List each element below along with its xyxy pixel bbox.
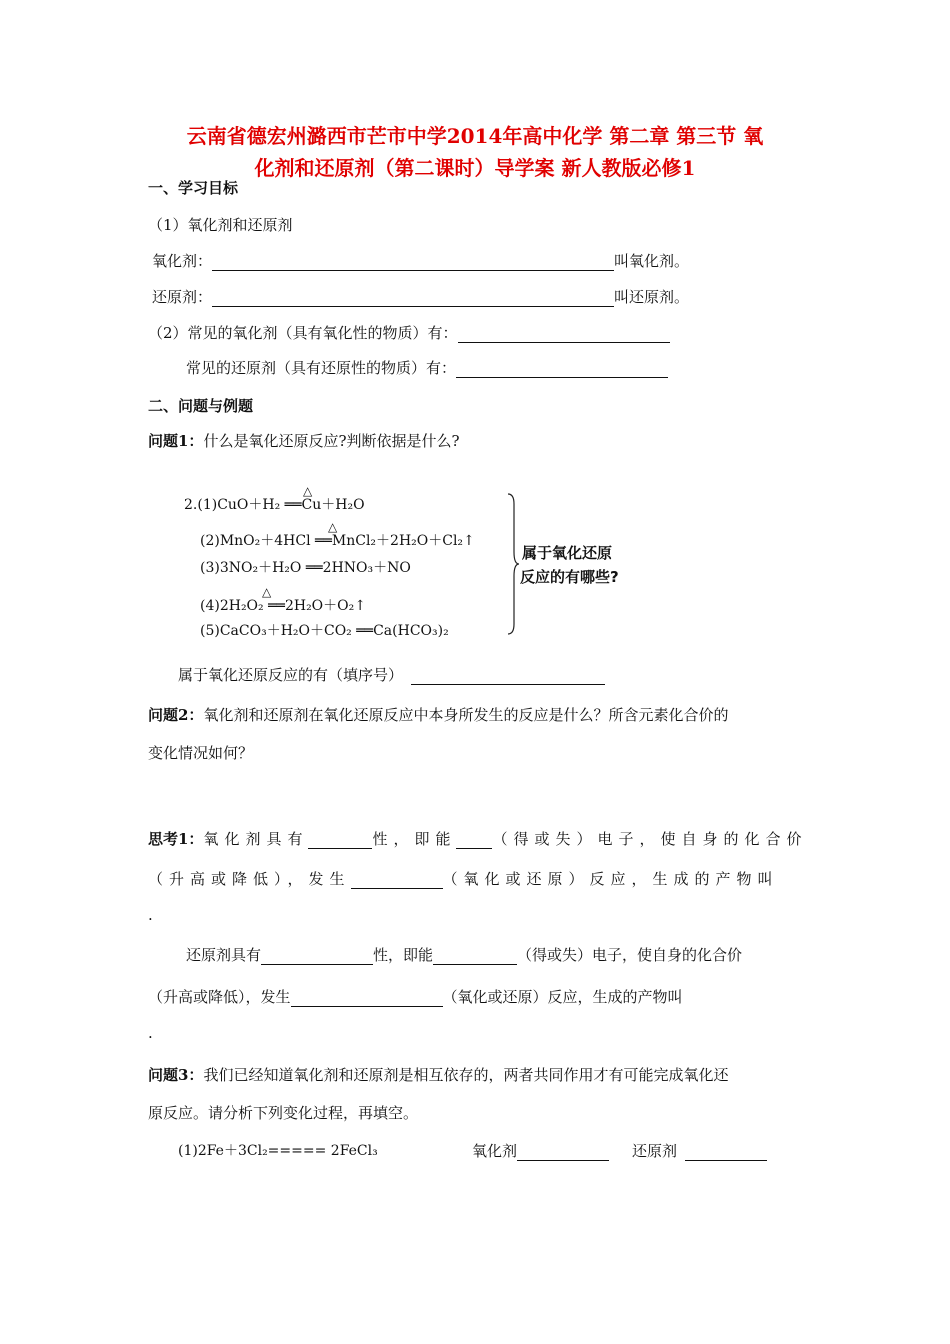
think1-dot: . [148, 906, 153, 924]
heat-sign-1: △ [303, 484, 313, 498]
equation-4: (4)2H₂O₂ ══2H₂O＋O₂↑ [200, 598, 366, 614]
think1-blank6[interactable] [291, 988, 443, 1007]
think1-label: 思考1： [148, 830, 204, 848]
oxidant-blank[interactable] [212, 252, 614, 271]
page-title-line1: 云南省德宏州潞西市芒市中学2014年高中化学 第二章 第三节 氧 [186, 124, 764, 148]
reductant-label: 还原剂： [152, 288, 213, 306]
question3-text2: 原反应。请分析下列变化过程，再填空。 [148, 1104, 419, 1122]
think1-b1: 还原剂具有 [186, 946, 262, 964]
equation-2: (2)MnO₂＋4HCl ══MnCl₂＋2H₂O＋Cl₂↑ [200, 533, 475, 549]
think1-blank5[interactable] [433, 946, 517, 965]
question2-text2: 变化情况如何？ [148, 744, 254, 762]
question1-text: 什么是氧化还原反应?判断依据是什么? [203, 432, 460, 450]
oxidant-row [152, 250, 689, 271]
question3-line1 [148, 1064, 728, 1085]
think1-a1: 氧化剂具有 [203, 830, 309, 848]
think1-a2: 性，即能 [372, 830, 457, 848]
think1-b2: 性，即能 [373, 946, 434, 964]
fill-q1-blank[interactable] [411, 666, 605, 685]
example1-oxidant-blank[interactable] [517, 1142, 609, 1161]
equation-1: 2.(1)CuO＋H₂ ══Cu＋H₂O [184, 497, 365, 513]
common-reductants-row [186, 357, 668, 378]
question1 [148, 430, 460, 451]
question3-label: 问题3： [148, 1066, 204, 1084]
example1-oxidant [472, 1140, 609, 1161]
fill-q1-row [178, 664, 605, 685]
equation-3: (3)3NO₂＋H₂O ══2HNO₃＋NO [200, 560, 411, 576]
think1-b5: （氧化或还原）反应，生成的产物叫 [442, 988, 683, 1006]
think1-a5: （氧化或还原）反应，生成的产物叫 [442, 870, 779, 888]
question2-label: 问题2： [148, 706, 204, 724]
right-brace [506, 492, 520, 636]
think1-b3: （得或失）电子，使自身的化合价 [517, 946, 743, 964]
question3-text1: 我们已经知道氧化剂和还原剂是相互依存的，两者共同作用才有可能完成氧化还 [203, 1066, 729, 1084]
think1-line3 [186, 944, 742, 965]
think1-line2 [148, 868, 779, 889]
think1-a4: （升高或降低），发生 [148, 870, 351, 888]
reductant-row [152, 286, 689, 307]
page-title-line2: 化剂和还原剂（第二课时）导学案 新人教版必修1 [254, 156, 696, 180]
think1-blank1[interactable] [308, 830, 372, 849]
think1-line1 [148, 828, 807, 849]
example1-equation: (1)2Fe＋3Cl₂===== 2FeCl₃ [178, 1143, 378, 1159]
common-oxidants-blank[interactable] [458, 324, 670, 343]
common-oxidants-label: （2）常见的氧化剂（具有氧化性的物质）有： [148, 324, 458, 342]
example1-oxidant-label: 氧化剂 [472, 1142, 518, 1160]
heat-sign-2: △ [328, 520, 338, 534]
think1-a3: （得或失）电子，使自身的化合价 [492, 830, 808, 848]
oxidant-suffix: 叫氧化剂。 [614, 252, 690, 270]
think1-blank3[interactable] [351, 870, 443, 889]
reductant-blank[interactable] [212, 288, 614, 307]
heat-sign-4: △ [262, 585, 272, 599]
section2-heading: 二、问题与例题 [148, 397, 254, 415]
question2-text1: 氧化剂和还原剂在氧化还原反应中本身所发生的反应是什么？所含元素化合价的 [203, 706, 729, 724]
reductant-suffix: 叫还原剂。 [614, 288, 690, 306]
brace-note-line2: 反应的有哪些? [520, 568, 619, 586]
question1-label: 问题1： [148, 432, 204, 450]
common-reductants-blank[interactable] [456, 359, 668, 378]
oxidant-label: 氧化剂： [152, 252, 213, 270]
question2-line1 [148, 704, 728, 725]
objective-item1: （1）氧化剂和还原剂 [148, 216, 293, 234]
fill-q1-label: 属于氧化还原反应的有（填序号） [178, 666, 404, 684]
section1-heading: 一、学习目标 [148, 179, 239, 197]
equation-5: (5)CaCO₃＋H₂O＋CO₂ ══Ca(HCO₃)₂ [200, 623, 449, 639]
think1-dot2: . [148, 1024, 153, 1042]
example1-reductant-blank[interactable] [685, 1142, 767, 1161]
think1-blank4[interactable] [261, 946, 373, 965]
brace-note-line1: 属于氧化还原 [522, 544, 613, 562]
think1-blank2[interactable] [456, 830, 492, 849]
think1-b4: （升高或降低），发生 [148, 988, 291, 1006]
think1-line4 [148, 986, 683, 1007]
example1-reductant [632, 1140, 767, 1161]
common-oxidants-row [148, 322, 670, 343]
example1-reductant-label: 还原剂 [632, 1142, 678, 1160]
common-reductants-label: 常见的还原剂（具有还原性的物质）有： [186, 359, 457, 377]
